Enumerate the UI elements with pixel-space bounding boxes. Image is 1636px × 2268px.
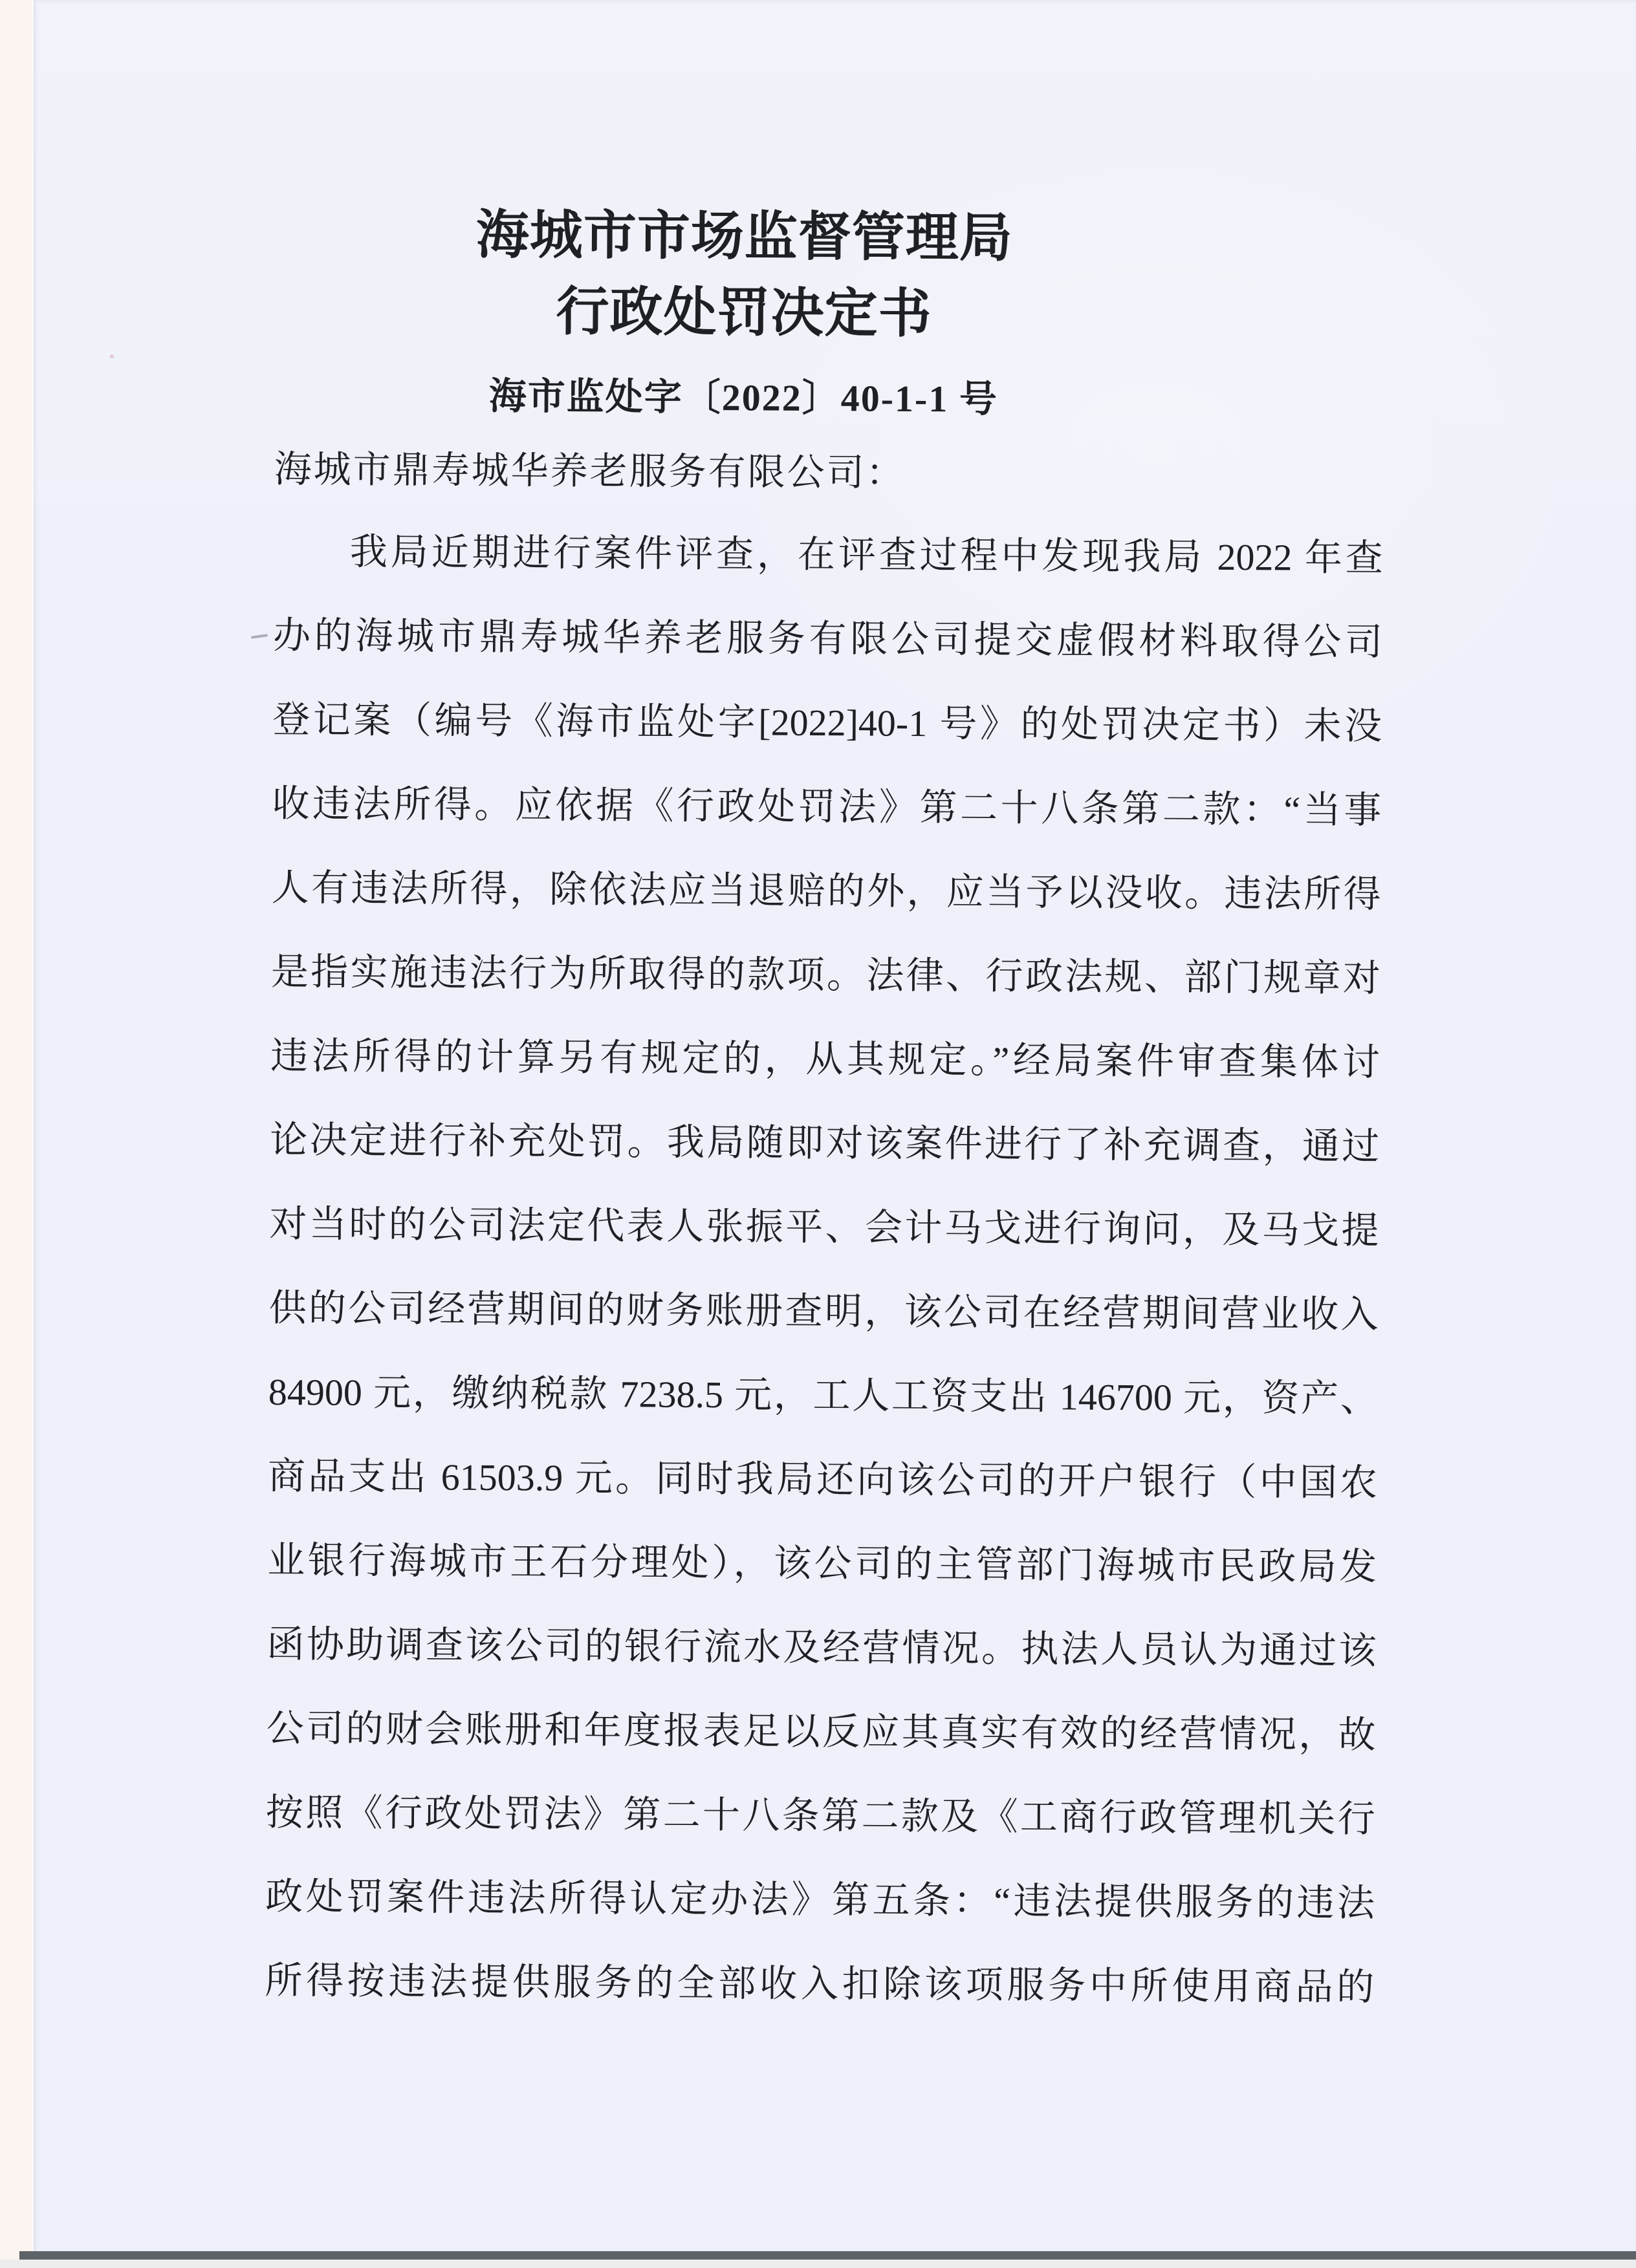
body-line: 政处罚案件违法所得认定办法》第五条：“违法提供服务的违法 [265, 1875, 1375, 1925]
body-line: 按照《行政处罚法》第二十八条第二款及《工商行政管理机关行 [265, 1791, 1376, 1841]
document-number: 海市监处字〔2022〕40-1-1 号 [488, 374, 999, 420]
body-line: 办的海城市鼎寿城华养老服务有限公司提交虚假材料取得公司 [272, 614, 1383, 664]
scan-speck [110, 354, 114, 358]
body-line: 函协助调查该公司的银行流水及经营情况。执法人员认为通过该 [267, 1623, 1377, 1672]
body-line: 我局近期进行案件评查，在评查过程中发现我局 2022 年查 [349, 530, 1383, 579]
body-line: 是指实施违法行为所取得的款项。法律、行政法规、部门规章对 [270, 950, 1381, 1000]
document-title-line2: 行政处罚决定书 [556, 282, 932, 344]
scan-bottom-edge-line [19, 2251, 1636, 2260]
addressee-line: 海城市鼎寿城华养老服务有限公司： [274, 448, 906, 494]
body-line: 业银行海城市王石分理处），该公司的主管部门海城市民政局发 [267, 1539, 1377, 1588]
body-line: 公司的财会账册和年度报表足以反应其真实有效的经营情况，故 [266, 1707, 1376, 1756]
body-line: 收违法所得。应依据《行政处罚法》第二十八条第二款：“当事 [272, 782, 1382, 832]
document-paper [32, 0, 1636, 2253]
body-line: 论决定进行补充处罚。我局随即对该案件进行了补充调查，通过 [270, 1118, 1380, 1168]
body-line: 违法所得的计算另有规定的，从其规定。”经局案件审查集体讨 [270, 1034, 1380, 1084]
body-line: 所得按违法提供服务的全部收入扣除该项服务中所使用商品的 [265, 1959, 1375, 2009]
scan-bottom-strip [0, 2260, 1636, 2268]
body-line: 84900 元，缴纳税款 7238.5 元，工人工资支出 146700 元，资产、 [268, 1370, 1379, 1420]
body-line: 对当时的公司法定代表人张振平、会计马戈进行询问，及马戈提 [269, 1202, 1379, 1252]
document-content [21, 0, 1636, 2258]
body-line: 登记案（编号《海市监处字[2022]40-1 号》的处罚决定书）未没 [272, 698, 1382, 748]
body-paragraph [265, 510, 1383, 2029]
body-line: 供的公司经营期间的财务账册查明，该公司在经营期间营业收入 [268, 1286, 1379, 1336]
body-line: 人有违法所得，除依法应当退赔的外，应当予以没收。违法所得 [271, 866, 1381, 916]
document-title-line1: 海城市市场监督管理局 [475, 205, 1014, 268]
body-line: 商品支出 61503.9 元。同时我局还向该公司的开户银行（中国农 [267, 1454, 1378, 1504]
